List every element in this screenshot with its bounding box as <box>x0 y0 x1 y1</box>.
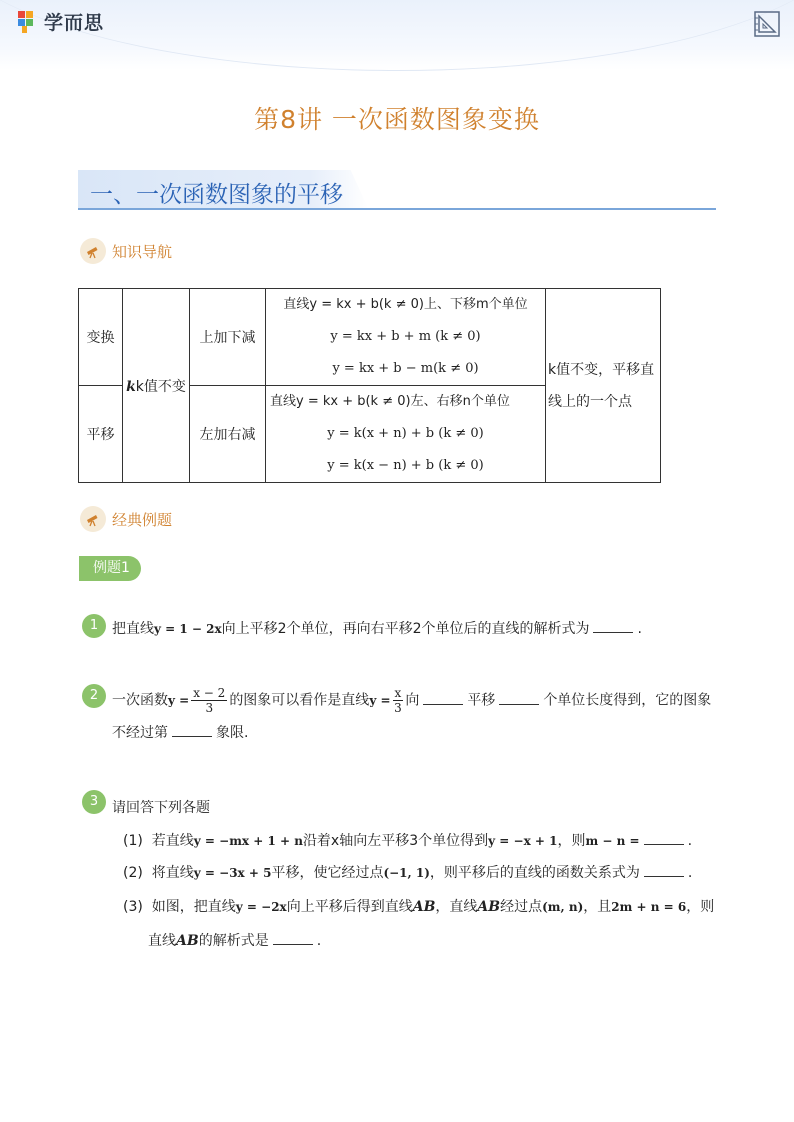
formula-line: 直线y = kx + b(k ≠ 0)左、右移n个单位 <box>270 394 510 409</box>
question-3-part-2 <box>123 862 692 882</box>
up-down-formulas <box>266 289 546 386</box>
answer-blank[interactable] <box>273 932 313 945</box>
line-ab-label: AB <box>176 933 199 949</box>
q3-equation: y = −mx + 1 + n <box>193 834 303 848</box>
q3-text: ，则平移后的直线的函数关系式为 <box>429 865 640 881</box>
q3-text: ，且 <box>583 899 612 915</box>
q3-end: . <box>687 865 693 881</box>
question-3-part-3-line-2 <box>148 930 321 950</box>
part-label: (1) <box>123 833 143 849</box>
q2-text: 一次函数 <box>112 692 168 709</box>
fraction <box>393 686 404 715</box>
k-unchanged-cell: kk值不变 <box>123 289 190 483</box>
q3-end: . <box>687 833 693 849</box>
question-2-line-1 <box>112 686 711 715</box>
answer-blank[interactable] <box>499 692 539 705</box>
q2-text: 的图象可以看作是直线 <box>229 692 370 709</box>
formula-line: y = k(x + n) + b (k ≠ 0) <box>327 426 484 441</box>
result-cell <box>546 289 661 483</box>
left-right-cell: 左加右减 <box>190 386 266 483</box>
answer-blank[interactable] <box>644 832 684 845</box>
formula-line: 直线y = kx + b(k ≠ 0)上、下移m个单位 <box>283 297 528 312</box>
part-label: (2) <box>123 865 143 881</box>
page-header <box>0 0 794 70</box>
answer-blank[interactable] <box>172 724 212 737</box>
q2-text: 象限. <box>216 725 249 741</box>
question-3-part-3-line-1 <box>123 896 714 916</box>
q3-equation: y = −3x + 5 <box>193 866 272 880</box>
q3-text: 若直线 <box>151 833 194 849</box>
formula-line: y = kx + b + m (k ≠ 0) <box>330 329 481 344</box>
q1-text: 向上平移2个单位，再向右平移2个单位后的直线的解析式为 <box>221 621 590 637</box>
section-underline <box>78 208 716 210</box>
logo-mark-icon <box>18 11 40 33</box>
fraction-numerator: x − 2 <box>193 686 226 700</box>
left-right-formulas <box>266 386 546 483</box>
up-down-cell: 上加下减 <box>190 289 266 386</box>
line-ab-label: AB <box>477 899 501 915</box>
part-label: (3) <box>123 899 143 915</box>
q1-text: 把直线 <box>112 621 154 637</box>
section-heading: 一、一次函数图象的平移 <box>90 182 343 208</box>
q3-end: . <box>316 933 322 949</box>
q2-y-eq: y = <box>168 693 190 708</box>
row-label-transform: 变换 <box>79 289 123 386</box>
examples-text: 经典例题 <box>112 510 173 529</box>
header-arc <box>0 0 794 71</box>
logo <box>18 8 104 35</box>
ruler-triangle-icon <box>753 10 781 38</box>
telescope-icon <box>80 506 106 532</box>
fraction-numerator: x <box>394 686 402 700</box>
q3-equation: y = −2x <box>235 900 287 914</box>
q3-text: 直线 <box>148 933 176 949</box>
q3-text: 将直线 <box>151 865 194 881</box>
example-tag: 例题1 <box>79 556 141 581</box>
telescope-icon <box>80 238 106 264</box>
question-1 <box>112 618 642 638</box>
question-2-line-2 <box>112 722 248 742</box>
q3-equation: m − n = <box>585 834 640 848</box>
q3-equation: 2m + n = 6 <box>611 900 687 914</box>
result-text-1: k值不变，平移直 <box>548 361 655 378</box>
page-title: 第8讲 一次函数图象变换 <box>254 105 540 134</box>
q2-text: 向 <box>405 692 420 709</box>
question-3-part-1 <box>123 830 692 850</box>
knowledge-nav-text: 知识导航 <box>112 242 173 261</box>
q3-text: 的解析式是 <box>198 933 269 949</box>
examples-label <box>80 506 172 532</box>
q3-text: 沿着x轴向左平移3个单位得到 <box>302 833 489 849</box>
q3-text: ，则 <box>686 899 715 915</box>
answer-blank[interactable] <box>593 620 633 633</box>
q2-text: 平移 <box>467 692 496 709</box>
q3-text: 如图，把直线 <box>151 899 236 915</box>
fraction-denominator: 3 <box>205 701 214 715</box>
q2-text: 不经过第 <box>112 725 168 741</box>
q2-y-eq: y = <box>369 693 391 708</box>
knowledge-nav-label <box>80 238 172 264</box>
k-unchanged-text: k值不变 <box>135 378 186 395</box>
fraction <box>191 686 227 715</box>
q3-text: ，则 <box>557 833 586 849</box>
formula-line: y = kx + b − m(k ≠ 0) <box>332 361 479 376</box>
answer-blank[interactable] <box>423 692 463 705</box>
q3-text: 经过点 <box>500 899 543 915</box>
row-label-translate: 平移 <box>79 386 123 483</box>
fraction-denominator: 3 <box>394 701 402 715</box>
knowledge-table <box>78 288 661 483</box>
q1-equation: y = 1 − 2x <box>154 622 222 636</box>
q3-text: ，直线 <box>435 899 478 915</box>
q3-text: 向上平移后得到直线 <box>286 899 413 915</box>
q3-point: (−1, 1) <box>383 866 430 880</box>
formula-line: y = k(x − n) + b (k ≠ 0) <box>327 458 484 473</box>
question-number: 1 <box>82 614 106 638</box>
line-ab-label: AB <box>412 899 436 915</box>
result-text-2: 线上的一个点 <box>548 393 632 410</box>
q3-equation: y = −x + 1 <box>488 834 558 848</box>
question-number: 3 <box>82 790 106 814</box>
q2-text: 个单位长度得到，它的图象 <box>543 692 712 709</box>
q3-point: (m, n) <box>542 900 584 914</box>
question-number: 2 <box>82 684 106 708</box>
answer-blank[interactable] <box>644 864 684 877</box>
q3-text: 平移，使它经过点 <box>271 865 384 881</box>
logo-text: 学而思 <box>44 12 105 34</box>
question-3-intro: 请回答下列各题 <box>112 800 210 816</box>
q1-end: . <box>637 621 642 637</box>
